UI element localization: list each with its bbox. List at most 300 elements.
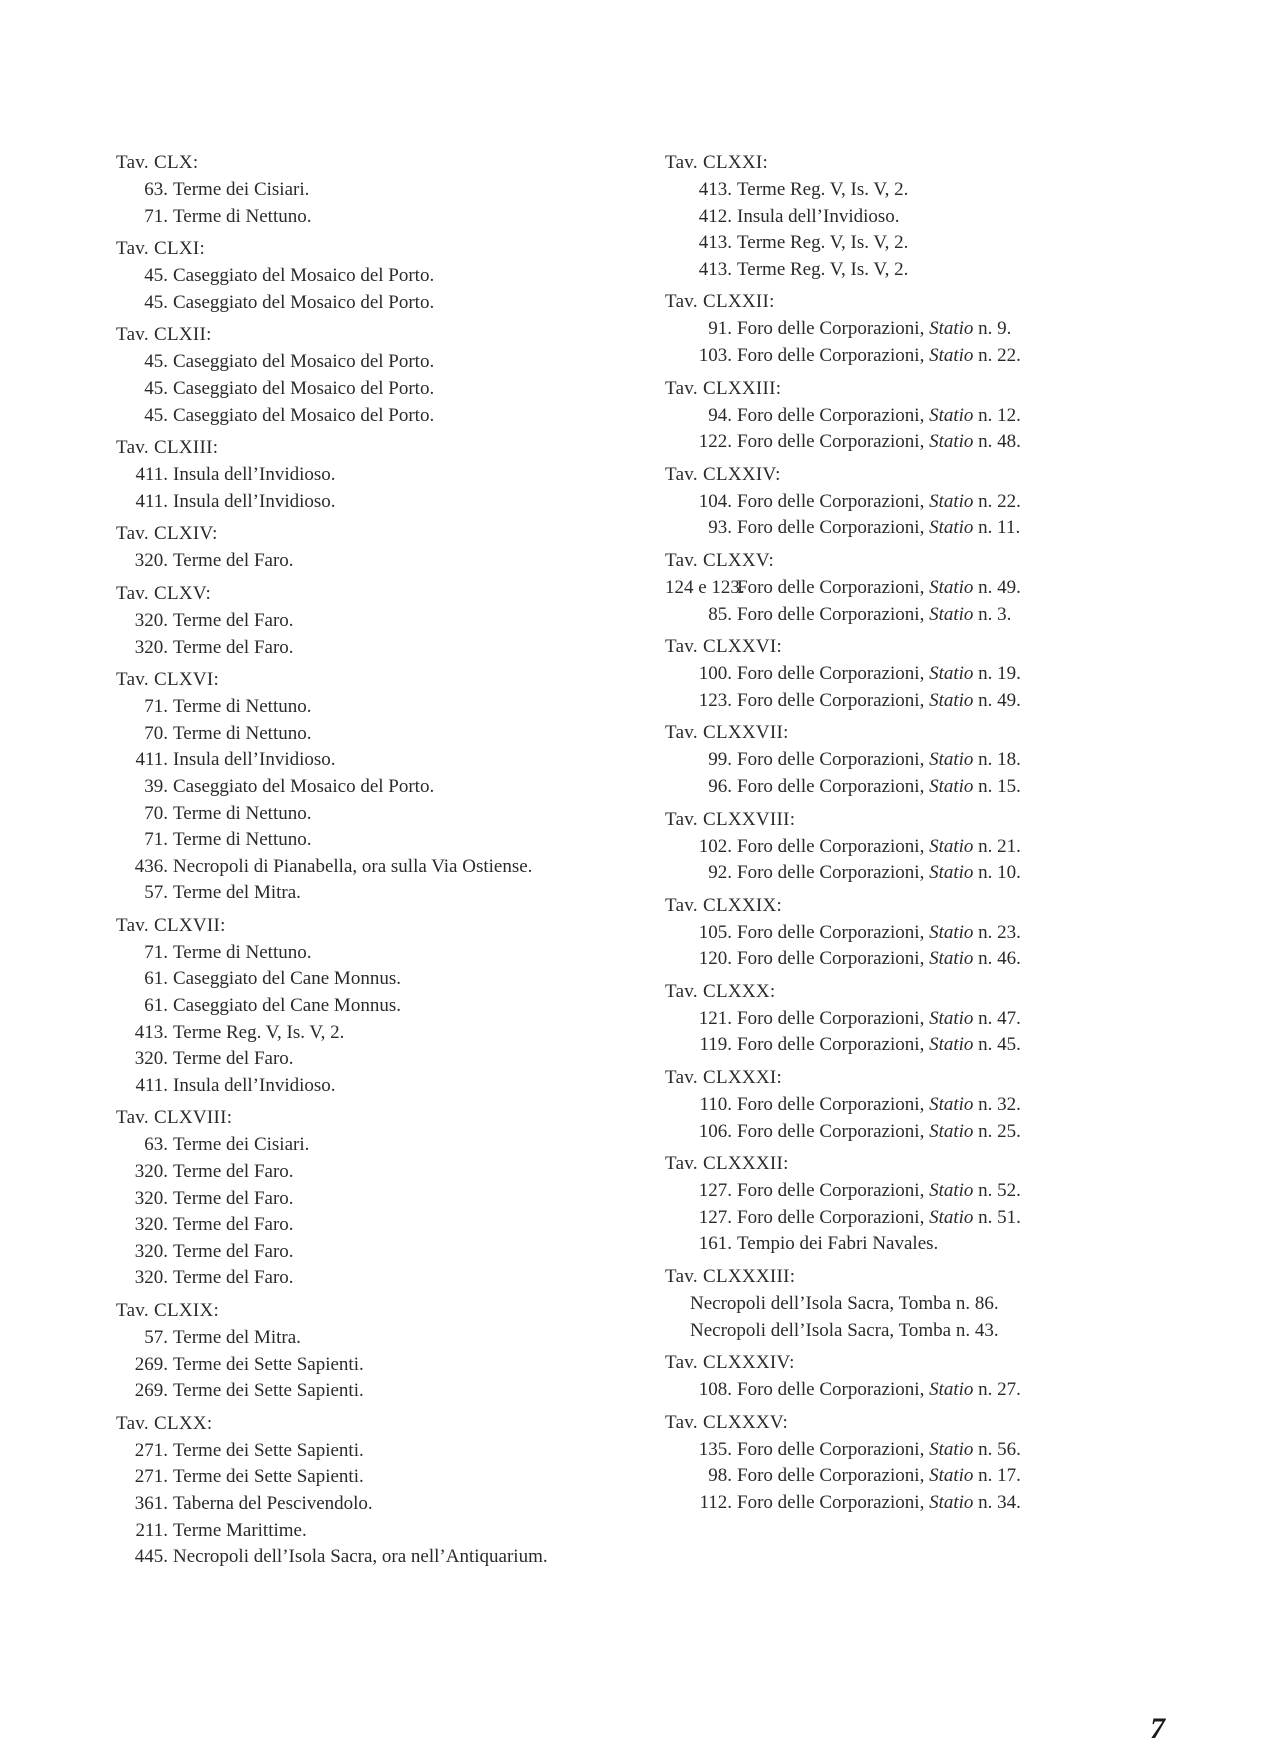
entry-text: Terme del Faro.: [173, 609, 294, 631]
entry-italic: Statio: [929, 404, 974, 426]
entry-italic: Statio: [929, 749, 974, 771]
entry-text: Necropoli dell’Isola Sacra, ora nell’Antiquarium.: [173, 1546, 548, 1568]
plate-entry: [665, 343, 1185, 370]
entry-text: Foro delle Corporazioni,: [737, 775, 925, 797]
entry-text: Foro delle Corporazioni,: [737, 1180, 925, 1202]
entry-description: [173, 1491, 373, 1518]
plate-entry: [116, 489, 636, 516]
entry-text: Tempio dei Fabri Navales.: [737, 1233, 939, 1255]
plate-entry: [665, 946, 1185, 973]
plate-section: [116, 913, 636, 1100]
entry-text: Terme del Faro.: [173, 1187, 294, 1209]
entry-text: Terme di Nettuno.: [173, 802, 312, 824]
figure-number: 57.: [144, 882, 168, 904]
entry-italic: Statio: [929, 1007, 974, 1029]
figure-number: 127.: [698, 1206, 732, 1228]
figure-number: 413.: [698, 258, 732, 280]
entry-description: [737, 1006, 1021, 1033]
figure-number: 119.: [699, 1034, 732, 1056]
entry-description: [173, 1132, 309, 1159]
plate-section: [116, 667, 636, 907]
plate-section: [665, 720, 1185, 800]
entry-description: [173, 1352, 364, 1379]
entry-text: Terme Marittime.: [173, 1519, 307, 1541]
entry-text: Foro delle Corporazioni,: [737, 1465, 925, 1487]
plate-entry: [665, 1178, 1185, 1205]
figure-number: 110.: [699, 1094, 732, 1116]
entry-description: [173, 489, 336, 516]
plate-entry: [116, 1073, 636, 1100]
entry-text: Terme dei Sette Sapienti.: [173, 1466, 364, 1488]
plate-entry: [116, 290, 636, 317]
entry-statio-number: n. 48.: [978, 431, 1021, 453]
entry-text: Terme del Mitra.: [173, 882, 301, 904]
entry-italic: Statio: [929, 318, 974, 340]
plate-entry: [116, 1186, 636, 1213]
figure-number: 436.: [134, 855, 168, 877]
entry-text: Foro delle Corporazioni,: [737, 517, 925, 539]
plate-entry: [116, 608, 636, 635]
entry-text: Necropoli dell’Isola Sacra, Tomba n. 86.: [690, 1293, 999, 1315]
plate-entry: [116, 993, 636, 1020]
figure-number: 45.: [144, 404, 168, 426]
plate-entry: [665, 1006, 1185, 1033]
entry-italic: Statio: [929, 921, 974, 943]
figure-number: 104.: [698, 490, 732, 512]
entry-statio-number: n. 34.: [978, 1492, 1021, 1513]
entry-statio-number: n. 22.: [978, 490, 1021, 512]
plate-section: [665, 893, 1185, 973]
figure-number: 71.: [144, 941, 168, 963]
plate-entry: [665, 747, 1185, 774]
figure-number: 412.: [698, 205, 732, 227]
entry-italic: Statio: [929, 862, 974, 884]
entry-italic: Statio: [929, 663, 974, 685]
plate-heading: Tav. CLXXVII:: [665, 722, 789, 744]
figure-number: 269.: [134, 1380, 168, 1402]
plate-section: [116, 435, 636, 515]
entry-description: [173, 462, 336, 489]
plate-entry: [116, 1132, 636, 1159]
entry-text: Foro delle Corporazioni,: [737, 1492, 925, 1513]
plate-entry: [116, 1325, 636, 1352]
entry-description: [737, 1032, 1021, 1059]
plate-entry: [665, 1231, 1185, 1258]
entry-text: Taberna del Pescivendolo.: [173, 1492, 373, 1514]
entry-statio-number: n. 17.: [978, 1465, 1021, 1487]
plate-entry: [665, 575, 1185, 602]
entry-description: [737, 1119, 1021, 1146]
figure-number: 70.: [144, 722, 168, 744]
entry-statio-number: n. 27.: [978, 1379, 1021, 1401]
plate-entry: [665, 774, 1185, 801]
entry-text: Terme dei Sette Sapienti.: [173, 1439, 364, 1461]
entry-description: [737, 257, 908, 284]
plate-entry: [665, 1463, 1185, 1490]
entry-description: [173, 1378, 364, 1405]
figure-number: 93.: [708, 517, 732, 539]
figure-number: 271.: [134, 1466, 168, 1488]
plate-entry: [116, 1265, 636, 1292]
plate-section: [665, 289, 1185, 369]
plate-section: [116, 1105, 636, 1292]
entry-description: [173, 1438, 364, 1465]
entry-description: [737, 946, 1021, 973]
plate-entry: [116, 177, 636, 204]
plate-entry: [116, 204, 636, 231]
figure-number: 413.: [698, 179, 732, 200]
entry-text: Foro delle Corporazioni,: [737, 404, 925, 426]
entry-description: [737, 343, 1021, 370]
entry-description: [173, 1518, 307, 1545]
entry-description: [737, 688, 1021, 715]
entry-description: [737, 204, 900, 231]
plate-entry: [665, 1205, 1185, 1232]
figure-number: 39.: [144, 775, 168, 797]
entry-italic: Statio: [929, 835, 974, 857]
entry-description: [737, 1463, 1021, 1490]
entry-description: [737, 1092, 1021, 1119]
entry-description: [737, 834, 1021, 861]
figure-number: 92.: [708, 862, 732, 884]
figure-number: 108.: [698, 1379, 732, 1401]
figure-number: 100.: [698, 663, 732, 685]
right-column: [665, 150, 1185, 1523]
entry-description: [173, 1046, 294, 1073]
plate-heading: Tav. CLXXV:: [665, 549, 775, 571]
entry-text: Terme Reg. V, Is. V, 2.: [737, 179, 909, 200]
entry-description: [173, 263, 434, 290]
entry-italic: Statio: [929, 490, 974, 512]
entry-description: [690, 1318, 999, 1345]
entry-description: [737, 1377, 1021, 1404]
figure-number: 413.: [698, 232, 732, 254]
plate-entry: [116, 376, 636, 403]
entry-statio-number: n. 46.: [978, 948, 1021, 970]
entry-text: Insula dell’Invidioso.: [173, 749, 336, 771]
entry-text: Terme dei Cisiari.: [173, 1134, 310, 1156]
entry-text: Terme di Nettuno.: [173, 696, 312, 718]
entry-description: [173, 403, 434, 430]
figure-number: 112.: [699, 1492, 732, 1513]
entry-description: [173, 1464, 364, 1491]
plate-entry: [116, 548, 636, 575]
entry-description: [173, 1186, 294, 1213]
plate-section: [116, 1411, 636, 1571]
entry-description: [737, 316, 1011, 343]
plate-entry: [116, 801, 636, 828]
entry-description: [173, 1212, 294, 1239]
entry-text: Insula dell’Invidioso.: [173, 490, 336, 512]
figure-number: 127.: [698, 1180, 732, 1202]
entry-description: [173, 721, 312, 748]
entry-description: [173, 1239, 294, 1266]
entry-text: Terme Reg. V, Is. V, 2.: [737, 232, 909, 254]
plate-heading: Tav. CLXVI:: [116, 669, 220, 691]
figure-number: 61.: [144, 968, 168, 990]
entry-statio-number: n. 45.: [978, 1034, 1021, 1056]
entry-text: Foro delle Corporazioni,: [737, 1438, 925, 1460]
figure-number: 269.: [134, 1353, 168, 1375]
entry-text: Insula dell’Invidioso.: [173, 464, 336, 486]
plate-heading: Tav. CLXXXI:: [665, 1067, 783, 1089]
plate-entry: [665, 860, 1185, 887]
entry-statio-number: n. 9.: [978, 318, 1012, 340]
figure-number: 122.: [698, 431, 732, 453]
figure-number: 135.: [698, 1438, 732, 1460]
plate-entry: [116, 880, 636, 907]
entry-description: [173, 993, 401, 1020]
figure-number: 445.: [134, 1546, 168, 1568]
figure-number: 45.: [144, 377, 168, 399]
entry-text: Foro delle Corporazioni,: [737, 1379, 925, 1401]
entry-text: Foro delle Corporazioni,: [737, 490, 925, 512]
plate-section: [665, 1151, 1185, 1258]
plate-entry: [116, 1212, 636, 1239]
entry-text: Caseggiato del Mosaico del Porto.: [173, 265, 435, 287]
entry-statio-number: n. 10.: [978, 862, 1021, 884]
entry-text: Terme del Mitra.: [173, 1327, 301, 1348]
plate-entry: [116, 1239, 636, 1266]
entry-text: Terme dei Cisiari.: [173, 179, 310, 200]
plate-entry: [116, 966, 636, 993]
entry-text: Caseggiato del Mosaico del Porto.: [173, 351, 435, 373]
entry-description: [173, 854, 532, 881]
figure-number: 320.: [134, 550, 168, 572]
plate-entry: [665, 1092, 1185, 1119]
entry-description: [737, 661, 1021, 688]
entry-statio-number: n. 49.: [978, 689, 1021, 711]
plate-section: [665, 807, 1185, 887]
figure-number: 411.: [135, 749, 168, 771]
entry-description: [737, 774, 1021, 801]
plate-entry: [116, 940, 636, 967]
entry-statio-number: n. 25.: [978, 1120, 1021, 1142]
entry-text: Terme Reg. V, Is. V, 2.: [737, 258, 909, 280]
figure-number: 320.: [134, 1161, 168, 1183]
figure-number: 320.: [134, 636, 168, 658]
plate-section: [116, 1298, 636, 1405]
entry-text: Caseggiato del Cane Monnus.: [173, 995, 401, 1017]
plate-entry: [116, 635, 636, 662]
figure-number: 120.: [698, 948, 732, 970]
figure-number: 361.: [134, 1492, 168, 1514]
figure-number: 99.: [708, 749, 732, 771]
figure-number: 57.: [144, 1327, 168, 1348]
plate-entry: [665, 1437, 1185, 1464]
entry-italic: Statio: [929, 689, 974, 711]
figure-number: 413.: [134, 1021, 168, 1043]
plate-entry: [665, 257, 1185, 284]
plate-entry: [116, 747, 636, 774]
entry-description: [173, 694, 312, 721]
entry-statio-number: n. 15.: [978, 775, 1021, 797]
entry-italic: Statio: [929, 1120, 974, 1142]
entry-text: Terme dei Sette Sapienti.: [173, 1353, 364, 1375]
plate-entry: [116, 1159, 636, 1186]
plate-section: [665, 376, 1185, 456]
plate-entry: [665, 1318, 1185, 1345]
entry-text: Foro delle Corporazioni,: [737, 318, 925, 340]
figure-number: 320.: [134, 1240, 168, 1262]
plate-entry: [116, 721, 636, 748]
plate-entry: [665, 688, 1185, 715]
entry-description: [737, 403, 1021, 430]
entry-description: [173, 1073, 336, 1100]
figure-number: 411.: [135, 490, 168, 512]
entry-text: Caseggiato del Mosaico del Porto.: [173, 291, 435, 313]
entry-description: [173, 376, 434, 403]
entry-italic: Statio: [929, 1034, 974, 1056]
plate-entry: [665, 515, 1185, 542]
entry-statio-number: n. 49.: [978, 576, 1021, 598]
entry-description: [173, 966, 401, 993]
entry-italic: Statio: [929, 1492, 974, 1513]
plate-entry: [116, 403, 636, 430]
entry-text: Foro delle Corporazioni,: [737, 576, 925, 598]
plate-heading: Tav. CLXXXIV:: [665, 1352, 795, 1374]
entry-text: Caseggiato del Mosaico del Porto.: [173, 775, 435, 797]
plate-entry: [665, 602, 1185, 629]
plate-heading: Tav. CLXXI:: [665, 152, 769, 173]
plate-heading: Tav. CLXX:: [116, 1412, 213, 1434]
entry-text: Terme Reg. V, Is. V, 2.: [173, 1021, 345, 1043]
entry-italic: Statio: [929, 576, 974, 598]
entry-italic: Statio: [929, 517, 974, 539]
entry-description: [173, 1159, 294, 1186]
plate-entry: [116, 774, 636, 801]
entry-italic: Statio: [929, 1180, 974, 1202]
entry-text: Terme del Faro.: [173, 636, 294, 658]
entry-text: Terme del Faro.: [173, 1267, 294, 1289]
figure-number: 45.: [144, 291, 168, 313]
plate-heading: Tav. CLXIII:: [116, 437, 219, 459]
entry-description: [173, 1020, 344, 1047]
entry-text: Foro delle Corporazioni,: [737, 1120, 925, 1142]
plate-entry: [116, 827, 636, 854]
figure-number: 61.: [144, 995, 168, 1017]
entry-description: [737, 747, 1021, 774]
plate-heading: Tav. CLXXII:: [665, 291, 775, 313]
entry-description: [173, 940, 312, 967]
plate-section: [665, 634, 1185, 714]
entry-text: Caseggiato del Mosaico del Porto.: [173, 404, 435, 426]
entry-text: Foro delle Corporazioni,: [737, 603, 925, 625]
plate-entry: [665, 920, 1185, 947]
plate-section: [665, 548, 1185, 628]
plate-entry: [665, 1377, 1185, 1404]
plate-entry: [116, 1378, 636, 1405]
plate-entry: [665, 403, 1185, 430]
figure-number: 63.: [144, 179, 168, 200]
entry-text: Terme del Faro.: [173, 550, 294, 572]
entry-description: [737, 575, 1021, 602]
plate-heading: Tav. CLXXIX:: [665, 894, 783, 916]
entry-description: [173, 608, 294, 635]
plate-entry: [665, 1032, 1185, 1059]
entry-text: Necropoli di Pianabella, ora sulla Via Ostiense.: [173, 855, 533, 877]
entry-description: [173, 204, 312, 231]
plate-section: [116, 521, 636, 575]
entry-italic: Statio: [929, 431, 974, 453]
entry-text: Foro delle Corporazioni,: [737, 1007, 925, 1029]
plate-entry: [665, 316, 1185, 343]
entry-statio-number: n. 21.: [978, 835, 1021, 857]
plate-entry: [665, 1291, 1185, 1318]
entry-description: [737, 860, 1021, 887]
entry-text: Foro delle Corporazioni,: [737, 862, 925, 884]
figure-number: 70.: [144, 802, 168, 824]
entry-statio-number: n. 18.: [978, 749, 1021, 771]
figure-number: 161.: [698, 1233, 732, 1255]
entry-description: [173, 774, 434, 801]
figure-number: 124 e 123.: [665, 576, 745, 598]
plate-entry: [116, 1491, 636, 1518]
entry-text: Foro delle Corporazioni,: [737, 344, 925, 366]
plate-entry: [665, 1490, 1185, 1517]
entry-italic: Statio: [929, 1094, 974, 1116]
entry-statio-number: n. 52.: [978, 1180, 1021, 1202]
plate-heading: Tav. CLXIV:: [116, 523, 218, 545]
entry-text: Terme di Nettuno.: [173, 941, 312, 963]
plate-heading: Tav. CLXXXII:: [665, 1153, 789, 1175]
entry-text: Foro delle Corporazioni,: [737, 431, 925, 453]
plate-heading: Tav. CLXVIII:: [116, 1107, 233, 1129]
plate-heading: Tav. CLXXIII:: [665, 377, 782, 399]
entry-description: [737, 1178, 1021, 1205]
entry-statio-number: n. 12.: [978, 404, 1021, 426]
entry-description: [737, 515, 1020, 542]
entry-description: [173, 1325, 301, 1352]
plate-heading: Tav. CLXVII:: [116, 914, 226, 936]
plate-entry: [116, 1544, 636, 1571]
entry-text: Foro delle Corporazioni,: [737, 689, 925, 711]
plate-entry: [665, 1119, 1185, 1146]
plate-section: [116, 150, 636, 230]
entry-text: Foro delle Corporazioni,: [737, 1094, 925, 1116]
figure-number: 121.: [698, 1007, 732, 1029]
figure-number: 96.: [708, 775, 732, 797]
entry-description: [173, 801, 312, 828]
plate-section: [665, 462, 1185, 542]
plate-entry: [116, 1352, 636, 1379]
entry-text: Foro delle Corporazioni,: [737, 1206, 925, 1228]
left-column: [116, 150, 636, 1577]
figure-number: 211.: [135, 1519, 168, 1541]
entry-statio-number: n. 32.: [978, 1094, 1021, 1116]
figure-number: 411.: [135, 1074, 168, 1096]
entry-text: Insula dell’Invidioso.: [737, 205, 900, 227]
plate-section: [116, 322, 636, 429]
entry-description: [173, 548, 294, 575]
plate-entry: [665, 177, 1185, 204]
entry-statio-number: n. 19.: [978, 663, 1021, 685]
entry-description: [173, 880, 301, 907]
figure-number: 106.: [698, 1120, 732, 1142]
figure-number: 103.: [698, 344, 732, 366]
entry-italic: Statio: [929, 1206, 974, 1228]
figure-number: 320.: [134, 1267, 168, 1289]
entry-italic: Statio: [929, 1379, 974, 1401]
entry-statio-number: n. 3.: [978, 603, 1012, 625]
entry-description: [173, 349, 434, 376]
plate-entry: [116, 694, 636, 721]
entry-italic: Statio: [929, 1465, 974, 1487]
entry-text: Terme del Faro.: [173, 1214, 294, 1236]
entry-text: Terme di Nettuno.: [173, 829, 312, 851]
figure-number: 71.: [144, 205, 168, 227]
plate-entry: [665, 204, 1185, 231]
